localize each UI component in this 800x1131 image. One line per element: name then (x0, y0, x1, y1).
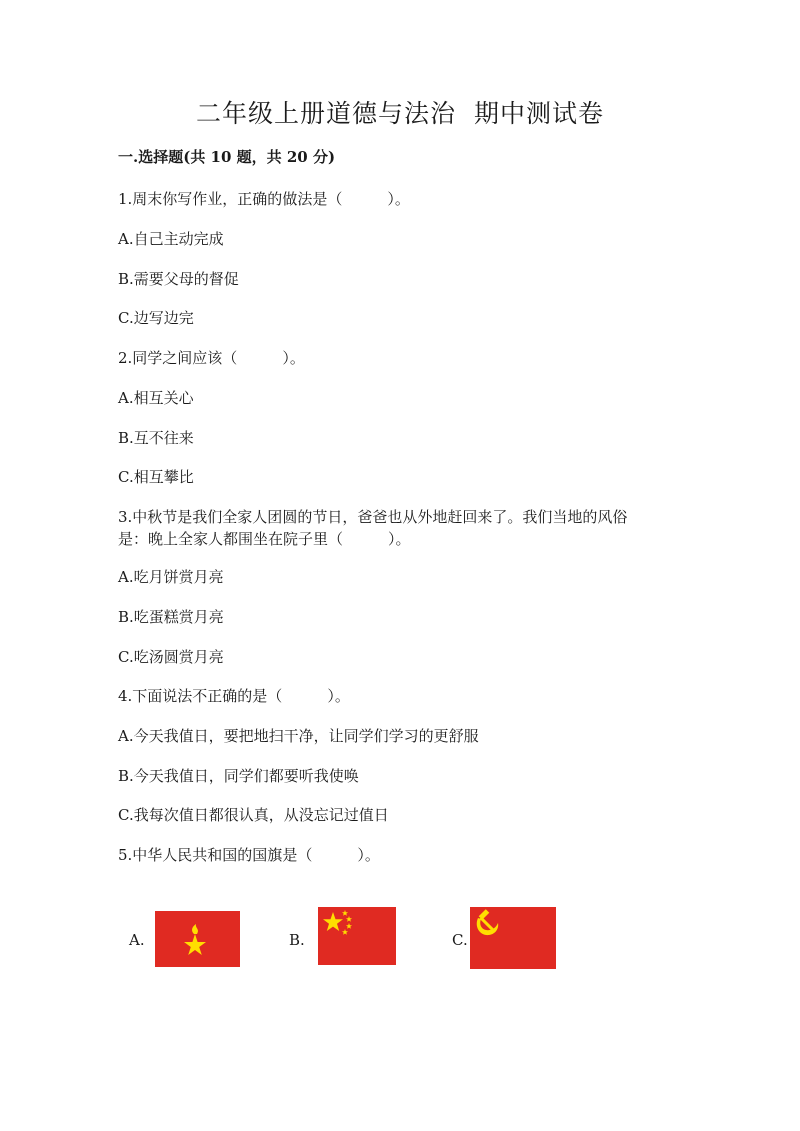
flag-option-a-label: A. (129, 931, 145, 949)
question-1-option-b: B.需要父母的督促 (118, 270, 239, 288)
question-1-option-a: A.自己主动完成 (118, 230, 224, 248)
flag-b-field (318, 907, 396, 965)
question-5: 5.中华人民共和国的国旗是（ ）。 (118, 846, 380, 864)
young-pioneers-flag-icon (155, 911, 240, 967)
question-2-option-a: A.相互关心 (118, 389, 194, 407)
flag-a-field (155, 911, 240, 967)
question-4: 4.下面说法不正确的是（ ）。 (118, 687, 350, 705)
question-2-option-c: C.相互攀比 (118, 468, 194, 486)
five-star-red-flag-icon (318, 907, 396, 965)
flag-option-c-label: C. (452, 931, 468, 949)
section-heading: 一.选择题(共 10 题，共 20 分) (118, 148, 336, 166)
question-2-option-b: B.互不往来 (118, 429, 194, 447)
page-title: 二年级上册道德与法治 期中测试卷 (196, 99, 604, 128)
flag-option-b-label: B. (289, 931, 305, 949)
question-3-line-1: 3.中秋节是我们全家人团圆的节日，爸爸也从外地赶回来了。我们当地的风俗 (118, 508, 628, 526)
question-4-option-a: A.今天我值日，要把地扫干净，让同学们学习的更舒服 (118, 727, 479, 745)
question-3-option-a: A.吃月饼赏月亮 (118, 568, 224, 586)
question-4-option-c: C.我每次值日都很认真，从没忘记过值日 (118, 806, 389, 824)
question-4-option-b: B.今天我值日，同学们都要听我使唤 (118, 767, 359, 785)
question-3-option-b: B.吃蛋糕赏月亮 (118, 608, 224, 626)
question-3-line-2: 是：晚上全家人都围坐在院子里（ ）。 (118, 530, 411, 548)
question-2: 2.同学之间应该（ ）。 (118, 349, 305, 367)
party-flag-icon (470, 907, 556, 969)
question-1-option-c: C.边写边完 (118, 309, 194, 327)
question-1: 1.周末你写作业，正确的做法是（ ）。 (118, 190, 410, 208)
question-3-option-c: C.吃汤圆赏月亮 (118, 648, 224, 666)
